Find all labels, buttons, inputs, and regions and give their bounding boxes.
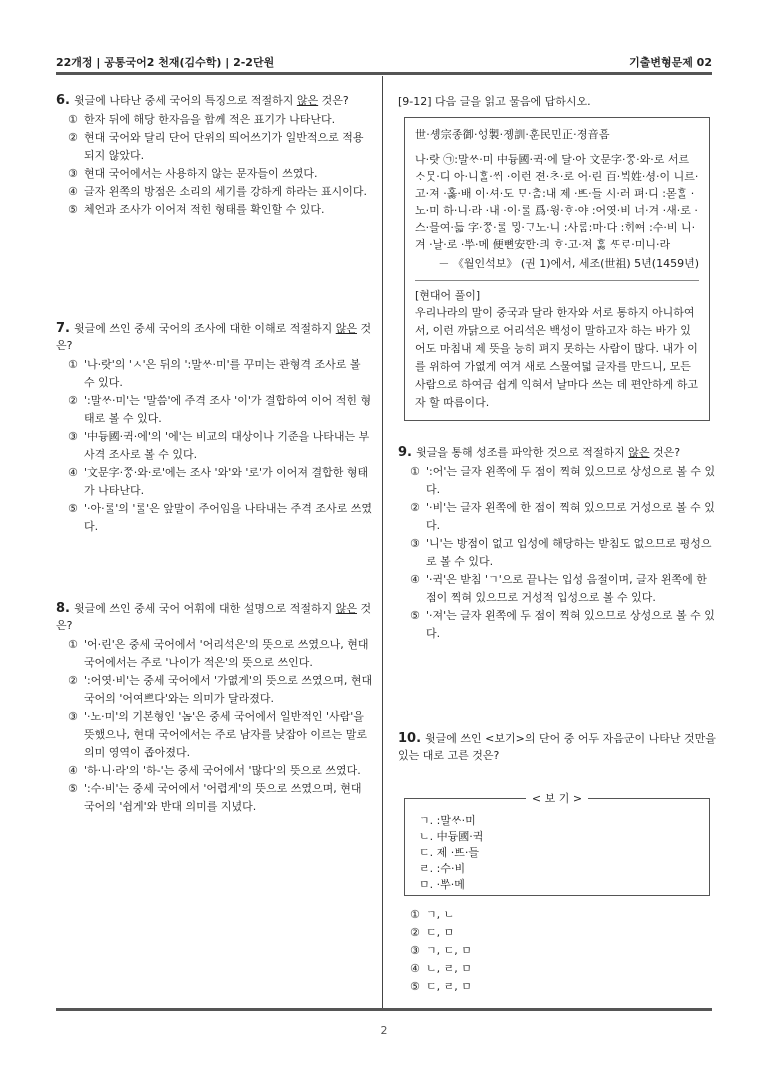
option-mark: ⑤ — [410, 609, 420, 622]
option-text: 한자 뒤에 해당 한자음을 함께 적은 표기가 나타난다. — [84, 113, 336, 126]
option-mark: ⑤ — [68, 502, 78, 515]
option-mark: ① — [410, 908, 420, 921]
option-mark: ② — [410, 501, 420, 514]
question-7-stem-text: 윗글에 쓰인 중세 국어의 조사에 대한 이해로 적절하지 — [73, 322, 336, 335]
question-9-number: 9. — [398, 445, 412, 460]
option-text: ':어'는 글자 왼쪽에 두 점이 찍혀 있으므로 상성으로 볼 수 있다. — [426, 465, 716, 496]
question-10-option-list — [410, 906, 716, 996]
option-text: '하·니·라'의 '하-'는 중세 국어에서 '많다'의 뜻으로 쓰였다. — [84, 764, 361, 777]
option-item[interactable] — [68, 111, 374, 129]
option-mark: ③ — [68, 167, 78, 180]
question-10-stem-text: 윗글에 쓰인 <보기>의 단어 중 어두 자음군이 나타난 것만을 있는 대로 고른 것은? — [398, 732, 716, 762]
option-mark: ⑤ — [68, 782, 78, 795]
bogi-item: ㄱ. :말ᄊᆞ·미 — [419, 814, 476, 827]
option-item[interactable] — [410, 571, 716, 607]
passage-source: － 《월인석보》 (권 1)에서, 세조(世祖) 5년(1459년) — [438, 257, 699, 270]
header-course-info: 22개정 | 공통국어2 천재(김수학) | 2-2단원 — [56, 56, 275, 69]
page-number: 2 — [380, 1024, 388, 1037]
option-text: '어·린'은 중세 국어에서 '어리석은'의 뜻으로 쓰였으나, 현대 국어에서는 주로 '나이가 적은'의 뜻으로 쓰인다. — [84, 638, 369, 669]
bogi-item: ㄴ. 中듕國·귁 — [419, 830, 484, 843]
bogi-title-text: < 보 기 > — [526, 792, 588, 805]
reading-passage — [404, 117, 710, 421]
option-text: '·노·미'의 기본형인 '놈'은 중세 국어에서 일반적인 '사람'을 뜻했으나, 현대 국어에서는 주로 남자를 낮잡아 이르는 말로 의미 영역이 좁아졌다. — [84, 710, 367, 759]
option-mark: ⑤ — [68, 203, 78, 216]
question-6-stem-text: 윗글에 나타난 중세 국어의 특징으로 적절하지 — [73, 94, 297, 107]
passage-body: 나·랏 ㉠:말ᄊᆞ·미 中듕國·귁·에 달·아 文문字·ᄍᆞᆼ·와·로 서르 ᄉᆞᄆᆞᆺ·디 아·니ᄒᆞᆯ·ᄊᆡ ·이런 젼·ᄎᆞ·로 어·린 百·ᄇᆡᆨ姓·셩·이 니르·고·져 ·홇·배 이·셔·도 ᄆᆞ·ᄎᆞᆷ:내 제 ·ᄠᅳ·들 시·러 펴·디 :몯ᄒᆞᆯ ·노·미 하·니·라 ·내 ·이·ᄅᆞᆯ 爲·윙·ᄒᆞ·야 :어엿·비 너·겨 ·새·로 ·스·믈여·듧 字·ᄍᆞᆼ·ᄅᆞᆯ ᄆᆡᇰ·ᄀᆞ노·니 :사ᄅᆞᆷ:마·다 :ᄒᆡᅇᅧ :수·비 니·겨 ·날·로 ·ᄡᅮ·메 便뼌安ᅙᅡᆫ·킈 ᄒᆞ·고·져 ᄒᆞᇙ ᄯᆞᄅᆞ·미니·라 — [415, 153, 699, 251]
option-text: '·비'는 글자 왼쪽에 한 점이 찍혀 있으므로 거성으로 볼 수 있다. — [426, 501, 715, 532]
bogi-item: ㄹ. :수·비 — [419, 862, 466, 875]
question-9-stem-text: 윗글을 통해 성조를 파악한 것으로 적절하지 — [415, 446, 629, 459]
option-text: 현대 국어에서는 사용하지 않는 문자들이 쓰였다. — [84, 167, 318, 180]
option-mark: ① — [68, 358, 78, 371]
option-item[interactable] — [410, 942, 716, 960]
option-text: ㄷ, ㅁ — [426, 926, 455, 939]
bogi-item: ㄷ. 제 ·ᄠᅳ·들 — [419, 846, 479, 859]
column-divider — [382, 76, 383, 1008]
option-text: ㄴ, ㄹ, ㅁ — [426, 962, 472, 975]
option-mark: ② — [68, 674, 78, 687]
passage-separator — [415, 280, 699, 281]
question-7-stem-emphasis: 않은 — [335, 322, 357, 335]
option-text: ㄱ, ㄴ — [426, 908, 455, 921]
bogi-item: ㅁ. ·ᄡᅮ·메 — [419, 878, 465, 891]
question-8-stem-text: 윗글에 쓰인 중세 국어 어휘에 대한 설명으로 적절하지 — [73, 602, 336, 615]
question-8-options — [68, 636, 374, 816]
option-mark: ③ — [68, 710, 78, 723]
option-item[interactable] — [68, 183, 374, 201]
option-mark: ④ — [410, 573, 420, 586]
question-6-options — [68, 111, 374, 219]
option-text: '·귁'은 받침 'ㄱ'으로 끝나는 입성 음절이며, 글자 왼쪽에 한 점이 찍혀 있으므로 거성적 입성으로 볼 수 있다. — [426, 573, 707, 604]
question-7-stem — [56, 320, 374, 354]
option-mark: ④ — [68, 185, 78, 198]
option-item[interactable] — [410, 960, 716, 978]
option-mark: ② — [68, 394, 78, 407]
option-text: '中듕國·귁·에'의 '에'는 비교의 대상이나 기준을 나타내는 부사격 조사로 볼 수 있다. — [84, 430, 370, 461]
option-item[interactable] — [68, 201, 374, 219]
option-mark: ① — [68, 113, 78, 126]
question-9-stem — [398, 444, 716, 461]
option-text: '니'는 방점이 없고 입성에 해당하는 받침도 없으므로 평성으로 볼 수 있다. — [426, 537, 712, 568]
passage-title: 世·솅宗종御·ᅌᅥᆼ製·졩訓·훈民민正·졍音ᅙᅳᆷ — [415, 128, 610, 141]
question-6-stem — [56, 92, 374, 109]
option-item[interactable] — [410, 607, 716, 643]
option-item[interactable] — [68, 356, 374, 392]
question-7-options — [68, 356, 374, 536]
option-item[interactable] — [410, 535, 716, 571]
question-6-stem-emphasis: 않은 — [296, 94, 319, 107]
option-text: ':말ᄊᆞ·미'는 '말씀'에 주격 조사 '이'가 결합하여 이어 적힌 형태로 볼 수 있다. — [84, 394, 372, 425]
option-item[interactable] — [68, 165, 374, 183]
option-text: ㄷ, ㄹ, ㅁ — [426, 980, 472, 993]
option-item[interactable] — [68, 636, 374, 672]
question-9-stem-end: 것은? — [649, 446, 681, 459]
option-item[interactable] — [410, 499, 716, 535]
option-item[interactable] — [410, 924, 716, 942]
question-6-stem-end: 것은? — [318, 94, 349, 107]
question-10 — [398, 730, 716, 764]
option-item[interactable] — [68, 672, 374, 708]
header-worksheet-title: 기출변형문제 02 — [629, 56, 712, 69]
option-text: '文문字·ᄍᆞᆼ·와·로'에는 조사 '와'와 '로'가 이어져 결합한 형태가 나타난다. — [84, 466, 369, 497]
option-mark: ④ — [68, 466, 78, 479]
option-item[interactable] — [68, 428, 374, 464]
option-text: '·아·ᄅᆞᆯ'의 'ᄅᆞᆯ'은 앞말이 주어임을 나타내는 주격 조사로 쓰였다. — [84, 502, 372, 533]
modern-translation-body: 우리나라의 말이 중국과 달라 한자와 서로 통하지 아니하여서, 이런 까닭으로 어리석은 백성이 말하고자 하는 바가 있어도 마침내 제 뜻을 능히 펴지 못하는 사람이 많다. 내가 이를 위하여 가엾게 여겨 새로 스물여덟 글자를 만드니, 모든 사람으로 하여금 쉽게 익혀서 날마다 쓰는 데 편안하게 하고자 할 따름이다. — [415, 306, 698, 409]
option-item[interactable] — [410, 906, 716, 924]
page-header — [56, 54, 712, 68]
option-text: 현대 국어와 달리 단어 단위의 띄어쓰기가 일반적으로 적용되지 않았다. — [84, 131, 364, 162]
option-mark: ② — [68, 131, 78, 144]
bogi-box — [404, 792, 710, 896]
question-8-number: 8. — [56, 601, 70, 616]
option-mark: ④ — [68, 764, 78, 777]
question-8-stem-emphasis: 않은 — [335, 602, 357, 615]
option-text: 체언과 조사가 이어져 적힌 형태를 확인할 수 있다. — [84, 203, 325, 216]
question-9-options — [410, 463, 716, 643]
question-10-stem — [398, 730, 716, 764]
option-item[interactable] — [68, 129, 374, 165]
question-group-title: [9-12] 다음 글을 읽고 물음에 답하시오. — [398, 95, 591, 108]
option-text: ㄱ, ㄷ, ㅁ — [426, 944, 472, 957]
option-item[interactable] — [68, 762, 374, 780]
question-8 — [56, 600, 374, 816]
bogi-title — [405, 791, 709, 807]
question-9-stem-emphasis: 않은 — [628, 446, 650, 459]
question-8-stem-end: 것은? — [56, 602, 372, 632]
question-9 — [398, 444, 716, 643]
question-7-stem-end: 것은? — [56, 322, 372, 352]
option-item[interactable] — [68, 780, 374, 816]
question-10-options — [398, 906, 716, 996]
modern-translation-title: [현대어 풀이] — [415, 289, 481, 302]
option-mark: ③ — [410, 944, 420, 957]
question-10-number: 10. — [398, 731, 422, 746]
option-item[interactable] — [68, 392, 374, 428]
option-item[interactable] — [68, 708, 374, 762]
question-6-number: 6. — [56, 93, 70, 108]
top-rule — [56, 72, 712, 75]
option-item[interactable] — [410, 463, 716, 499]
option-item[interactable] — [410, 978, 716, 996]
option-text: '·져'는 글자 왼쪽에 두 점이 찍혀 있으므로 상성으로 볼 수 있다. — [426, 609, 715, 640]
question-7 — [56, 320, 374, 536]
option-item[interactable] — [68, 464, 374, 500]
option-mark: ② — [410, 926, 420, 939]
option-text: 글자 왼쪽의 방점은 소리의 세기를 강하게 하라는 표시이다. — [84, 185, 367, 198]
option-text: ':수·비'는 중세 국어에서 '어렵게'의 뜻으로 쓰였으며, 현대 국어의 '쉽게'와 반대 의미를 지녔다. — [84, 782, 362, 813]
option-mark: ③ — [68, 430, 78, 443]
bottom-rule — [56, 1008, 712, 1011]
option-text: ':어엿·비'는 중세 국어에서 '가엾게'의 뜻으로 쓰였으며, 현대 국어의 '어여쁘다'와는 의미가 달라졌다. — [84, 674, 373, 705]
option-mark: ④ — [410, 962, 420, 975]
option-mark: ③ — [410, 537, 420, 550]
option-mark: ⑤ — [410, 980, 420, 993]
option-text: '나·랏'의 'ㅅ'은 뒤의 ':말ᄊᆞ·미'를 꾸미는 관형격 조사로 볼 수 있다. — [84, 358, 361, 389]
option-item[interactable] — [68, 500, 374, 536]
option-mark: ① — [68, 638, 78, 651]
question-7-number: 7. — [56, 321, 70, 336]
question-8-stem — [56, 600, 374, 634]
option-mark: ① — [410, 465, 420, 478]
question-6 — [56, 92, 374, 219]
